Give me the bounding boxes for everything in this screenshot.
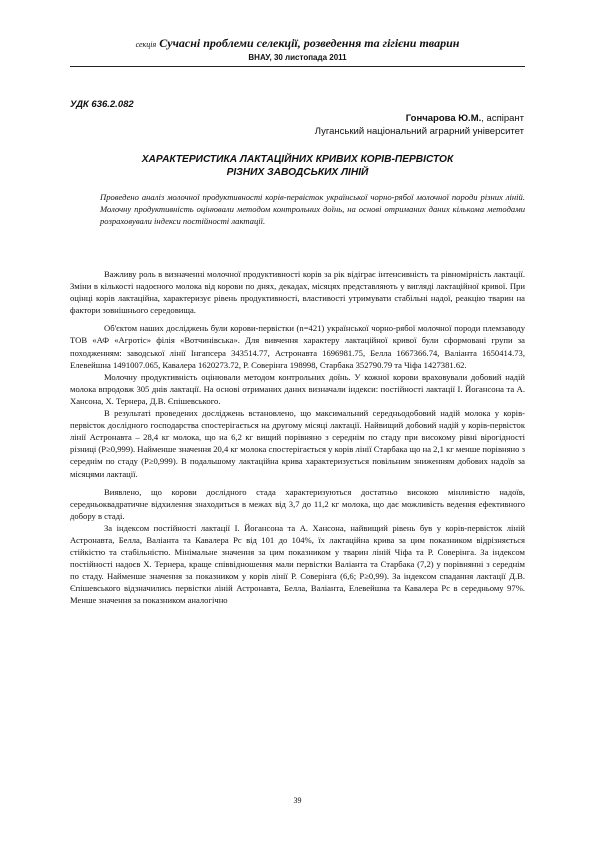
- author-role: , аспірант: [481, 113, 524, 124]
- body-paragraph: В результаті проведених досліджень встановлено, що максимальний середньодобовий надій молока у корів-первісток дослідного господарства спостерігається на другому місяці лактації. Найвищий добовий надій у корів-первісток лінії Астронавта – 28,4 кг молока, що на 6,2 кг вищий порівняно з середнім по стаду при високому рівні вірогідності різниці (Р≥0,999). Найменше значення 20,4 кг молока спостерігається у корів лінії Старбака що на 2,1 кг менше порівняно з середнім по стаду (Р≥0,999). В подальшому лактаційна крива характеризується повільним зниженням добових надоїв за місяцями лактації.: [70, 408, 525, 479]
- page-number: 39: [293, 796, 302, 805]
- body-paragraph: Виявлено, що корови дослідного стада характеризуються достатньо високою мінливістю надоїв, середньоквадратичне відхилення знаходиться в межах від 3,7 до 11,2 кг молока, що дає можливість ведення ефективного добору в стаді.: [70, 486, 525, 521]
- body-paragraph: За індексом постійності лактації І. Йогансона та А. Хансона, найвищий рівень був у корів-первісток ліній Астронавта, Белла, Валіанта та Кавалера Рс від 101 до 104%, їх лактаційна крива за цим показником відрізняється стійкістю та стабільністю. Мінімальне значення за цим показником у тварин ліній Чіфа та Р. Соверінга. За індексом постійності надоєв Х. Тернера, краще співвідношення мали первістки Валіанта та Старбака (7,2) у порівнянні з середнім по стаду. Найменше значення за показником у корів лінії Р. Соверінга (6,6; Р≥0,99). За індексом спадання лактації Д.В. Єпішевського відзначились первістки ліній Астронавта, Белла, Валіанта, Елевейшна та Кавалера Рс в середньому 97%. Менше значення за показником аналогічно: [70, 522, 525, 606]
- author-name: Гончарова Ю.М.: [405, 113, 482, 124]
- section-prefix: секція: [135, 40, 157, 49]
- article-body: [70, 268, 525, 607]
- author-line: [315, 112, 524, 125]
- article-title: [95, 153, 500, 179]
- title-line-1: ХАРАКТЕРИСТИКА ЛАКТАЦІЙНИХ КРИВИХ КОРІВ-ПЕРВІСТОК: [141, 154, 454, 165]
- author-block: [315, 112, 524, 138]
- title-line-2: РІЗНИХ ЗАВОДСЬКИХ ЛІНІЙ: [226, 167, 369, 178]
- body-paragraph: Об'єктом наших досліджень були корови-первістки (n=421) української чорно-рябої молочної породи племзаводу ТОВ «АФ «Агротіс» філія «Вотчинівська». Для вивчення характеру лактаційної кривої були сформовані групи за походженням: заводської лінії Інгапсера 343514.77, Астронавта 1696981.75, Белла 1667366.74, Валіанта 1650414.73, Елевейшна 1491007.065, Кавалера 1620273.72, Р. Соверінга 198998, Старбака 352790.79 та Чіфа 1427381.62.: [70, 323, 525, 370]
- section-title: Сучасні проблеми селекції, розведення та гігієни тварин: [159, 36, 460, 50]
- body-paragraph: Молочну продуктивність оцінювали методом контрольних доїнь. У кожної корови враховували добовий надій молока впродовж 305 днів лактації. На основі отриманих даних визначали індекси: постійності лактації І. Йогансона та А. Хансона, Х. Тернера, Д.В. Єпішевського.: [70, 371, 525, 406]
- author-affiliation: Луганський національний аграрний університет: [314, 126, 524, 137]
- abstract: Проведено аналіз молочної продуктивності корів-первісток української чорно-рябої молочної породи різних ліній. Молочну продуктивність оцінювали методом контрольних доїнь, на основі отриманих даних кількома методами розраховували індекси постійності лактації.: [100, 192, 525, 226]
- header-divider: [70, 66, 525, 67]
- section-heading: [70, 36, 525, 52]
- conference-info: ВНАУ, 30 листопада 2011: [248, 53, 347, 62]
- udk-code: УДК 636.2.082: [70, 99, 134, 110]
- running-header: [70, 36, 525, 63]
- body-paragraph: Важливу роль в визначенні молочної продуктивності корів за рік відіграє інтенсивність та рівномірність лактації. Зміни в кількості надоєного молока від корови по днях, декадах, місяцях представляють у вигляді лактаційної кривої. При оцінці корів лактаційна, характеризує рівень продуктивності, властивості утримувати стабільні надої, реакцію тварин на фактори зовнішнього середовища.: [70, 269, 525, 316]
